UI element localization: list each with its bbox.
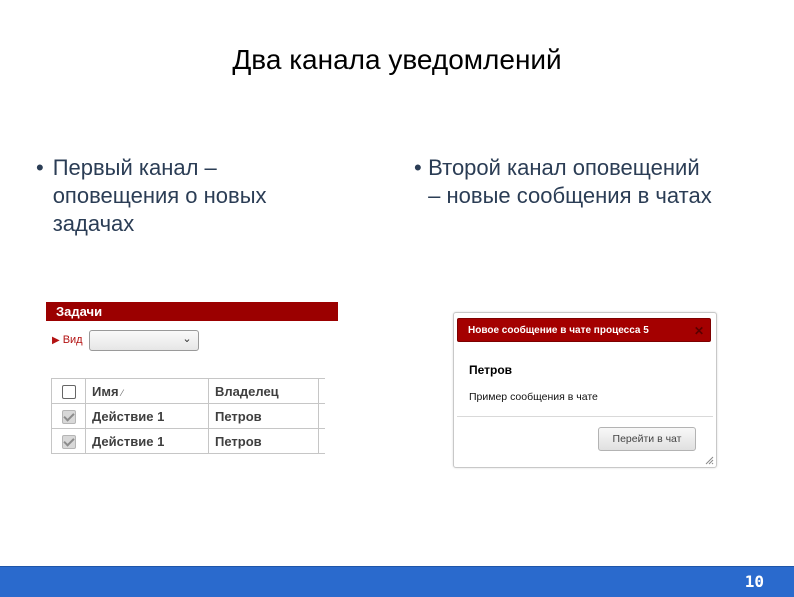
column-header-extra [319, 379, 326, 404]
select-all-cell [52, 379, 86, 404]
bullet-text: Первый канал – оповещения о новых задачах [52, 155, 267, 236]
tasks-panel [46, 302, 338, 462]
row-checkbox[interactable] [62, 435, 76, 449]
row-checkbox-cell [52, 404, 86, 429]
notification-title: Новое сообщение в чате процесса 5 [468, 325, 649, 336]
chevron-down-icon: ⌄ [182, 332, 192, 345]
row-checkbox-cell [52, 429, 86, 454]
bullet-dot: • [414, 155, 422, 180]
chat-notification-dialog [453, 312, 717, 468]
task-owner: Петров [209, 429, 319, 454]
row-checkbox[interactable] [62, 410, 76, 424]
slide-footer [0, 566, 794, 597]
divider [457, 416, 713, 417]
bullet-left [34, 154, 334, 238]
bullet-right [412, 154, 712, 210]
task-name[interactable]: Действие 1 [86, 429, 209, 454]
column-header-name[interactable] [86, 379, 209, 404]
message-sender: Петров [469, 363, 513, 377]
expand-arrow-icon[interactable]: ▶ [52, 334, 60, 346]
message-text: Пример сообщения в чате [469, 391, 598, 403]
task-name[interactable]: Действие 1 [86, 404, 209, 429]
resize-grip-icon[interactable] [704, 455, 714, 465]
view-filter [52, 329, 199, 351]
task-owner: Петров [209, 404, 319, 429]
tasks-table [51, 378, 325, 454]
table-row[interactable] [52, 404, 326, 429]
column-header-name-label: Имя [92, 383, 119, 399]
select-all-checkbox[interactable] [62, 385, 76, 399]
page-number: 10 [744, 572, 764, 591]
notification-header [457, 318, 711, 342]
go-to-chat-button[interactable]: Перейти в чат [598, 427, 696, 451]
tasks-panel-header: Задачи [46, 302, 338, 321]
view-label[interactable]: Вид [62, 334, 83, 346]
bullet-dot: • [36, 155, 44, 180]
row-extra-cell [319, 404, 326, 429]
row-extra-cell [319, 429, 326, 454]
table-row[interactable] [52, 429, 326, 454]
close-icon[interactable]: ✕ [693, 324, 704, 338]
slide-title: Два канала уведомлений [232, 44, 562, 75]
table-header-row [52, 379, 326, 404]
view-select[interactable] [89, 330, 199, 351]
column-header-owner[interactable]: Владелец [209, 379, 319, 404]
bullet-text: Второй канал оповещений – новые сообщения в чатах [428, 155, 712, 208]
sort-icon: ⁄ [121, 387, 124, 398]
